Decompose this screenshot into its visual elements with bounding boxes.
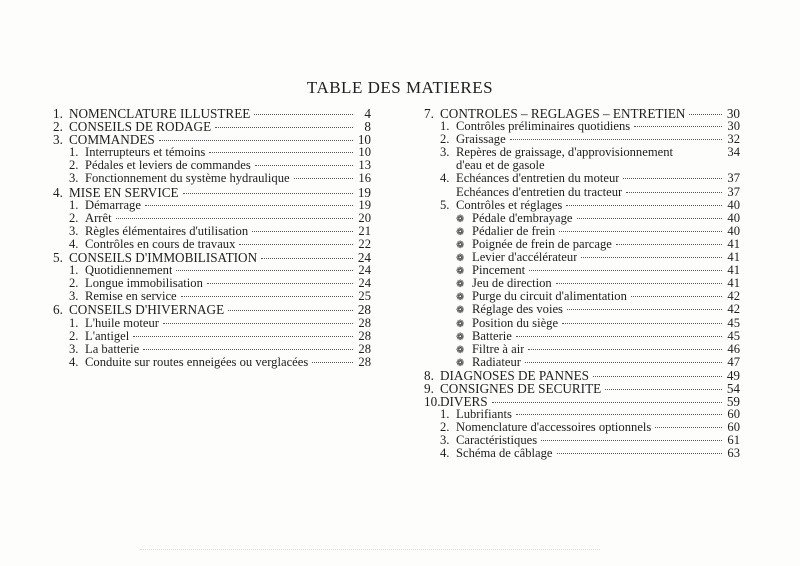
- toc-label: Repères de graissage, d'approvisionnement: [456, 146, 673, 160]
- toc-number: 9.: [424, 380, 434, 396]
- toc-section: [424, 382, 740, 395]
- toc-section: [53, 303, 371, 316]
- toc-page-number: 60: [727, 420, 740, 435]
- dot-leader: [655, 427, 722, 428]
- toc-number: 3.: [53, 132, 63, 148]
- dot-leader: [525, 362, 722, 363]
- toc-subitem: [424, 264, 740, 277]
- toc-label: Fonctionnement du système hydraulique: [85, 172, 290, 186]
- scan-artifact: [140, 548, 600, 550]
- toc-page-number: 46: [727, 341, 740, 356]
- bullet-icon: ❁: [456, 292, 465, 304]
- toc-page-number: 16: [358, 171, 371, 186]
- toc-subsection: [53, 172, 371, 185]
- toc-subsection: [424, 434, 740, 447]
- toc-number: 5.: [53, 250, 63, 266]
- toc-number: 2.: [69, 276, 79, 291]
- toc-left-column: [53, 107, 371, 369]
- dot-leader: [207, 283, 353, 284]
- toc-subsection: [53, 199, 371, 212]
- toc-number: 2.: [53, 119, 63, 135]
- toc-section: [424, 369, 740, 382]
- toc-subsection: [424, 146, 740, 159]
- toc-label: Filtre à air: [472, 342, 525, 356]
- toc-number: 3.: [69, 289, 79, 304]
- toc-subsection: [53, 264, 371, 277]
- bullet-icon: ❁: [456, 253, 465, 265]
- toc-number: 2.: [69, 328, 79, 343]
- toc-label: Pédalier de frein: [472, 224, 556, 238]
- dot-leader: [294, 178, 353, 179]
- dot-leader: [492, 402, 722, 403]
- toc-number: 3.: [69, 223, 79, 238]
- toc-number: 4.: [69, 354, 79, 369]
- toc-subitem: [424, 277, 740, 290]
- toc-page-number: 42: [727, 302, 740, 317]
- toc-subsection: [53, 146, 371, 159]
- toc-right-column: [424, 107, 740, 461]
- dot-leader: [176, 270, 353, 271]
- toc-subsection: [424, 447, 740, 460]
- toc-label: d'eau et de gasole: [456, 159, 545, 173]
- toc-number: 1.: [53, 106, 63, 121]
- toc-number: 4.: [53, 184, 63, 200]
- dot-leader: [528, 349, 722, 350]
- bullet-icon: ❁: [456, 266, 465, 278]
- toc-page-number: 60: [727, 407, 740, 422]
- toc-label: CONSIGNES DE SECURITE: [440, 381, 602, 396]
- dot-leader: [566, 205, 722, 206]
- toc-subsection: [424, 408, 740, 421]
- toc-label: MISE EN SERVICE: [69, 185, 179, 199]
- toc-page-number: 28: [358, 354, 371, 369]
- toc-subsection: [424, 120, 740, 133]
- bullet-icon: ❁: [456, 318, 465, 330]
- toc-page-number: 40: [727, 210, 740, 225]
- toc-label: Pincement: [472, 264, 526, 278]
- toc-section: [424, 395, 740, 408]
- toc-subsection: [53, 212, 371, 225]
- bullet-icon: ❁: [456, 213, 465, 225]
- toc-label: Quotidiennement: [85, 264, 173, 278]
- toc-number: 1.: [69, 263, 79, 278]
- toc-section: [424, 107, 740, 120]
- toc-subsection: [53, 225, 371, 238]
- toc-page-number: 37: [727, 184, 740, 199]
- toc-subitem: [424, 212, 740, 225]
- dot-leader: [516, 336, 722, 337]
- toc-number: 10.: [424, 394, 441, 410]
- toc-page-number: 10: [358, 145, 371, 160]
- bullet-icon: ❁: [456, 331, 465, 343]
- dot-leader: [631, 296, 722, 297]
- dot-leader: [228, 310, 353, 311]
- toc-number: 1.: [440, 407, 450, 422]
- toc-number: 3.: [440, 433, 450, 448]
- toc-page-number: 61: [727, 433, 740, 448]
- toc-label: Pédales et leviers de commandes: [85, 159, 251, 173]
- toc-subitem: [424, 317, 740, 330]
- toc-number: 2.: [69, 210, 79, 225]
- toc-page-number: 47: [727, 354, 740, 369]
- toc-label: CONSEILS D'IMMOBILISATION: [69, 251, 258, 265]
- toc-number: 2.: [69, 158, 79, 173]
- page-title: TABLE DES MATIERES: [306, 78, 494, 97]
- toc-page-number: 37: [727, 171, 740, 186]
- dot-leader: [634, 126, 722, 127]
- toc-continuation: [424, 186, 740, 199]
- toc-subsection: [53, 238, 371, 251]
- dot-leader: [254, 114, 353, 115]
- bullet-icon: ❁: [456, 239, 465, 251]
- dot-leader: [556, 283, 722, 284]
- toc-number: 2.: [440, 420, 450, 435]
- toc-page-number: 28: [358, 315, 371, 330]
- toc-label: Position du siège: [472, 316, 559, 330]
- toc-number: 4.: [440, 171, 450, 186]
- toc-subsection: [424, 199, 740, 212]
- toc-number: 4.: [69, 236, 79, 251]
- toc-label: DIAGNOSES DE PANNES: [440, 368, 589, 382]
- dot-leader: [605, 389, 722, 390]
- toc-number: 3.: [69, 171, 79, 186]
- toc-label: Echéances d'entretien du tracteur: [456, 185, 623, 199]
- toc-subitem: [424, 225, 740, 238]
- toc-page-number: 41: [727, 263, 740, 278]
- toc-page-number: 4: [364, 106, 371, 121]
- toc-label: Démarrage: [85, 198, 141, 212]
- toc-number: 7.: [424, 106, 434, 121]
- toc-page-number: 20: [358, 210, 371, 225]
- toc-label: Purge du circuit d'alimentation: [472, 290, 627, 304]
- toc-section: [53, 186, 371, 199]
- toc-page-number: 21: [358, 223, 371, 238]
- toc-page-number: 59: [726, 394, 740, 410]
- toc-label: Remise en service: [85, 290, 177, 304]
- toc-page-number: 32: [727, 132, 740, 147]
- dot-leader: [529, 270, 722, 271]
- toc-label: Levier d'accélérateur: [472, 251, 578, 265]
- toc-subitem: [424, 290, 740, 303]
- toc-page-number: 45: [727, 328, 740, 343]
- toc-number: 1.: [69, 315, 79, 330]
- dot-leader: [209, 152, 353, 153]
- toc-label: Contrôles et réglages: [456, 198, 563, 212]
- toc-page-number: 19: [357, 184, 371, 200]
- toc-section: [53, 251, 371, 264]
- toc-label: Conduite sur routes enneigées ou verglacées: [85, 355, 309, 369]
- toc-label: La batterie: [85, 342, 140, 356]
- toc-page-number: 28: [358, 328, 371, 343]
- bullet-icon: ❁: [456, 305, 465, 317]
- toc-label: COMMANDES: [69, 133, 155, 147]
- dot-leader: [252, 231, 353, 232]
- toc-subsection: [424, 172, 740, 185]
- dot-leader: [577, 218, 722, 219]
- toc-page-number: 54: [726, 380, 740, 396]
- toc-section: [53, 120, 371, 133]
- dot-leader: [541, 440, 722, 441]
- toc-subsection: [424, 421, 740, 434]
- toc-label: DIVERS: [440, 395, 488, 409]
- toc-label: Pédale d'embrayage: [472, 211, 573, 225]
- toc-page-number: 24: [357, 250, 371, 266]
- toc-page-number: 30: [726, 106, 740, 121]
- dot-leader: [593, 376, 722, 377]
- toc-section: [53, 107, 371, 120]
- dot-leader: [581, 257, 722, 258]
- dot-leader: [183, 193, 353, 194]
- dot-leader: [261, 258, 353, 259]
- dot-leader: [510, 139, 722, 140]
- bullet-icon: ❁: [456, 344, 465, 356]
- toc-section: [53, 133, 371, 146]
- toc-label: NOMENCLATURE ILLUSTREE: [69, 107, 251, 121]
- toc-label: L'huile moteur: [85, 316, 159, 330]
- toc-label: Longue immobilisation: [85, 277, 203, 291]
- toc-number: 1.: [440, 119, 450, 134]
- toc-label: Interrupteurs et témoins: [85, 146, 206, 160]
- toc-label: Caractéristiques: [456, 434, 538, 448]
- toc-page-number: 42: [727, 289, 740, 304]
- toc-label: Radiateur: [472, 355, 521, 369]
- dot-leader: [145, 205, 353, 206]
- toc-page-number: 13: [358, 158, 371, 173]
- toc-page-number: 40: [727, 223, 740, 238]
- toc-label: L'antigel: [85, 329, 130, 343]
- toc-label: Arrêt: [85, 211, 112, 225]
- dot-leader: [312, 362, 353, 363]
- toc-subsection: [53, 317, 371, 330]
- toc-number: 5.: [440, 197, 450, 212]
- toc-subsection: [53, 343, 371, 356]
- toc-number: 1.: [69, 197, 79, 212]
- toc-page-number: 34: [727, 145, 740, 160]
- dot-leader: [159, 140, 353, 141]
- toc-number: 3.: [440, 145, 450, 160]
- toc-number: 2.: [440, 132, 450, 147]
- dot-leader: [562, 323, 722, 324]
- toc-label: Règles élémentaires d'utilisation: [85, 224, 249, 238]
- toc-label: Lubrifiants: [456, 408, 512, 422]
- toc-page-number: 63: [727, 446, 740, 461]
- toc-page-number: 41: [727, 236, 740, 251]
- toc-page-number: 28: [357, 302, 371, 318]
- toc-page-number: 41: [727, 250, 740, 265]
- dot-leader: [623, 178, 722, 179]
- dot-leader: [567, 309, 722, 310]
- bullet-icon: ❁: [456, 357, 465, 369]
- toc-label: Contrôles en cours de travaux: [85, 237, 236, 251]
- dot-leader: [689, 114, 722, 115]
- toc-label: CONSEILS DE RODAGE: [69, 120, 212, 134]
- toc-number: 3.: [69, 341, 79, 356]
- toc-label: Schéma de câblage: [456, 447, 553, 461]
- dot-leader: [255, 165, 353, 166]
- toc-label: Réglage des voies: [472, 303, 563, 317]
- toc-label: Nomenclature d'accessoires optionnels: [456, 421, 652, 435]
- toc-label: Batterie: [472, 329, 512, 343]
- bullet-icon: ❁: [456, 279, 465, 291]
- dot-leader: [616, 244, 722, 245]
- dot-leader: [626, 192, 722, 193]
- toc-label: Echéances d'entretien du moteur: [456, 172, 620, 186]
- toc-page-number: 30: [727, 119, 740, 134]
- toc-label: Contrôles préliminaires quotidiens: [456, 120, 631, 134]
- toc-label: CONSEILS D'HIVERNAGE: [69, 303, 225, 317]
- toc-number: 1.: [69, 145, 79, 160]
- toc-label: Graissage: [456, 133, 506, 147]
- toc-continuation: [424, 159, 740, 172]
- toc-page-number: 28: [358, 341, 371, 356]
- dot-leader: [133, 336, 353, 337]
- dot-leader: [557, 453, 722, 454]
- toc-label: Poignée de frein de parcage: [472, 237, 612, 251]
- dot-leader: [239, 244, 353, 245]
- toc-subsection: [53, 290, 371, 303]
- toc-subitem: [424, 356, 740, 369]
- toc-subitem: [424, 251, 740, 264]
- bullet-icon: ❁: [456, 226, 465, 238]
- toc-subitem: [424, 303, 740, 316]
- toc-subsection: [53, 159, 371, 172]
- toc-page-number: 22: [358, 236, 371, 251]
- toc-number: 8.: [424, 367, 434, 383]
- toc-subsection: [424, 133, 740, 146]
- toc-page-number: 8: [364, 119, 371, 135]
- toc-page-number: 49: [726, 367, 740, 383]
- toc-subsection: [53, 277, 371, 290]
- dot-leader: [215, 127, 353, 128]
- toc-subitem: [424, 330, 740, 343]
- toc-label: Jeu de direction: [472, 277, 552, 291]
- toc-page-number: 25: [358, 289, 371, 304]
- dot-leader: [116, 218, 353, 219]
- toc-subsection: [53, 330, 371, 343]
- dot-leader: [559, 231, 722, 232]
- toc-page-number: 10: [357, 132, 371, 148]
- dot-leader: [181, 296, 353, 297]
- toc-page-number: 45: [727, 315, 740, 330]
- toc-subitem: [424, 238, 740, 251]
- dot-leader: [143, 349, 353, 350]
- toc-page-number: 19: [358, 197, 371, 212]
- toc-page-number: 41: [727, 276, 740, 291]
- dot-leader: [516, 414, 722, 415]
- toc-number: 6.: [53, 302, 63, 318]
- toc-page-number: 24: [358, 276, 371, 291]
- toc-subsection: [53, 356, 371, 369]
- toc-number: 4.: [440, 446, 450, 461]
- toc-page-number: 40: [727, 197, 740, 212]
- dot-leader: [163, 323, 353, 324]
- toc-page-number: 24: [358, 263, 371, 278]
- toc-label: CONTROLES – REGLAGES – ENTRETIEN: [440, 107, 686, 121]
- toc-subitem: [424, 343, 740, 356]
